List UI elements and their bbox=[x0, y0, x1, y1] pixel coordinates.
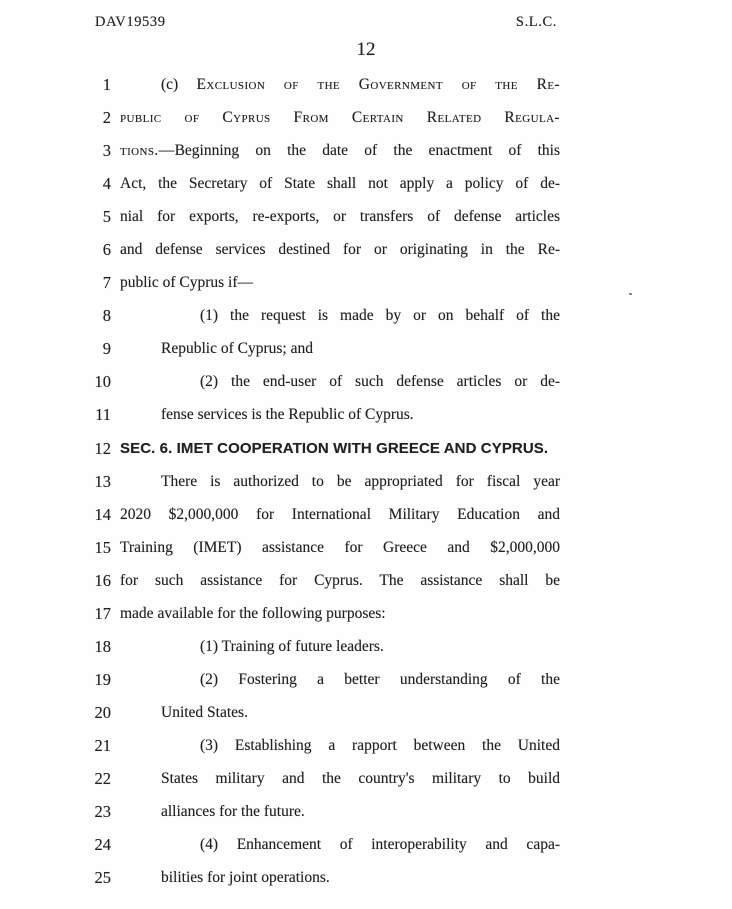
line-number: 16 bbox=[94, 570, 111, 590]
line-text bbox=[161, 762, 560, 795]
line-number: 23 bbox=[94, 802, 111, 822]
line-number: 13 bbox=[94, 471, 111, 491]
line-text bbox=[120, 564, 560, 597]
line-text-segment-normal: United States. bbox=[161, 703, 248, 721]
line-text-segment-normal: States military and the country's military to build bbox=[161, 769, 560, 787]
line-text-segment-smallcaps: public of Cyprus From Certain Related Regula- bbox=[120, 109, 560, 127]
line-number: 7 bbox=[102, 273, 111, 293]
line-number: 17 bbox=[94, 603, 111, 623]
line-text-segment-normal: (1) the request is made by or on behalf of the bbox=[200, 307, 560, 325]
bill-line bbox=[0, 134, 732, 167]
line-text-segment-normal: public of Cyprus if— bbox=[120, 274, 254, 292]
line-text bbox=[200, 365, 560, 398]
line-text bbox=[120, 498, 560, 531]
bill-line bbox=[0, 101, 732, 134]
line-text bbox=[120, 134, 560, 167]
bill-line bbox=[0, 630, 732, 663]
line-text bbox=[200, 828, 560, 861]
bill-line bbox=[0, 167, 732, 200]
bill-line bbox=[0, 299, 732, 332]
bill-line bbox=[0, 729, 732, 762]
bill-lines bbox=[0, 68, 732, 894]
line-number: 20 bbox=[94, 702, 111, 722]
line-text bbox=[120, 200, 560, 233]
line-text bbox=[200, 663, 560, 696]
bill-line bbox=[0, 531, 732, 564]
bill-line bbox=[0, 597, 732, 630]
line-number: 6 bbox=[102, 240, 111, 260]
bill-line bbox=[0, 861, 732, 894]
line-text-segment-normal: Training (IMET) assistance for Greece and $2,000,000 bbox=[120, 538, 560, 556]
line-text-segment-normal: (1) Training of future leaders. bbox=[200, 637, 384, 655]
line-text-segment-normal: bilities for joint operations. bbox=[161, 869, 330, 887]
line-text bbox=[120, 233, 560, 266]
line-number: 24 bbox=[94, 835, 111, 855]
line-text-segment-normal: Republic of Cyprus; and bbox=[161, 340, 313, 358]
line-number: 25 bbox=[94, 868, 111, 888]
line-text-segment-smallcaps: Exclusion of the Government of the Re- bbox=[196, 76, 560, 93]
bill-line bbox=[0, 432, 732, 465]
line-number: 14 bbox=[94, 504, 111, 524]
line-text-segment-normal: Beginning on the date of the enactment of this bbox=[174, 142, 560, 160]
line-text-segment-normal: (2) the end-user of such defense articles or de- bbox=[200, 373, 560, 391]
line-text bbox=[161, 861, 560, 894]
line-text-segment-normal: There is authorized to be appropriated for fiscal year bbox=[161, 472, 560, 490]
line-text-segment-bold: SEC. 6. IMET COOPERATION WITH GREECE AND CYPRUS. bbox=[120, 439, 549, 457]
ink-speck bbox=[629, 293, 632, 295]
line-text-segment-normal: Act, the Secretary of State shall not apply a policy of de- bbox=[120, 175, 560, 193]
line-text bbox=[161, 398, 560, 431]
bill-line bbox=[0, 498, 732, 531]
office-code: S.L.C. bbox=[515, 14, 557, 30]
line-text-segment-normal: nial for exports, re-exports, or transfers of defense articles bbox=[120, 208, 560, 226]
line-text-segment-normal: (3) Establishing a rapport between the United bbox=[200, 736, 560, 754]
line-text-segment-normal: (2) Fostering a better understanding of the bbox=[200, 670, 560, 688]
line-text bbox=[120, 167, 560, 200]
line-text bbox=[120, 597, 560, 630]
bill-line bbox=[0, 365, 732, 398]
bill-line bbox=[0, 68, 732, 101]
bill-line bbox=[0, 266, 732, 299]
line-number: 21 bbox=[94, 735, 111, 755]
bill-line bbox=[0, 200, 732, 233]
bill-line bbox=[0, 828, 732, 861]
line-number: 18 bbox=[94, 636, 111, 656]
line-text-segment-normal: (4) Enhancement of interoperability and capa- bbox=[200, 836, 560, 854]
line-number: 2 bbox=[102, 108, 111, 128]
page-number: 12 bbox=[356, 39, 376, 60]
line-text-segment-normal: (c) bbox=[161, 76, 197, 93]
line-text bbox=[200, 630, 560, 663]
line-text-segment-normal: alliances for the future. bbox=[161, 803, 305, 821]
line-text bbox=[120, 531, 560, 564]
line-text-segment-normal: 2020 $2,000,000 for International Military Education and bbox=[120, 505, 560, 523]
line-text bbox=[200, 299, 560, 332]
bill-line bbox=[0, 564, 732, 597]
line-text bbox=[120, 101, 560, 134]
line-text bbox=[200, 729, 560, 762]
line-number: 12 bbox=[94, 438, 111, 458]
line-text-segment-smallcaps: tions.— bbox=[120, 142, 175, 160]
line-number: 10 bbox=[94, 372, 111, 392]
bill-line bbox=[0, 663, 732, 696]
line-text bbox=[161, 465, 560, 498]
line-text bbox=[120, 266, 560, 299]
line-text-segment-normal: fense services is the Republic of Cyprus. bbox=[161, 406, 414, 424]
line-number: 19 bbox=[94, 669, 111, 689]
line-text bbox=[161, 696, 560, 729]
line-number: 9 bbox=[102, 339, 111, 359]
bill-line bbox=[0, 465, 732, 498]
line-number: 8 bbox=[102, 306, 111, 326]
line-text bbox=[161, 332, 560, 365]
line-number: 22 bbox=[94, 768, 111, 788]
document-code: DAV19539 bbox=[95, 14, 166, 30]
line-number: 3 bbox=[102, 141, 111, 161]
bill-line bbox=[0, 762, 732, 795]
bill-line bbox=[0, 795, 732, 828]
line-number: 4 bbox=[102, 174, 111, 194]
line-number: 15 bbox=[94, 537, 111, 557]
line-text bbox=[161, 68, 560, 101]
line-text-segment-normal: made available for the following purposes: bbox=[120, 604, 386, 622]
line-number: 11 bbox=[95, 405, 111, 425]
line-number: 1 bbox=[102, 75, 111, 94]
bill-line bbox=[0, 696, 732, 729]
line-number: 5 bbox=[102, 207, 111, 227]
line-text-segment-normal: for such assistance for Cyprus. The assistance shall be bbox=[120, 571, 560, 589]
line-text bbox=[120, 432, 560, 465]
line-text bbox=[161, 795, 560, 828]
bill-line bbox=[0, 332, 732, 365]
bill-line bbox=[0, 233, 732, 266]
line-text-segment-normal: and defense services destined for or originating in the Re- bbox=[120, 241, 560, 259]
bill-line bbox=[0, 398, 732, 431]
